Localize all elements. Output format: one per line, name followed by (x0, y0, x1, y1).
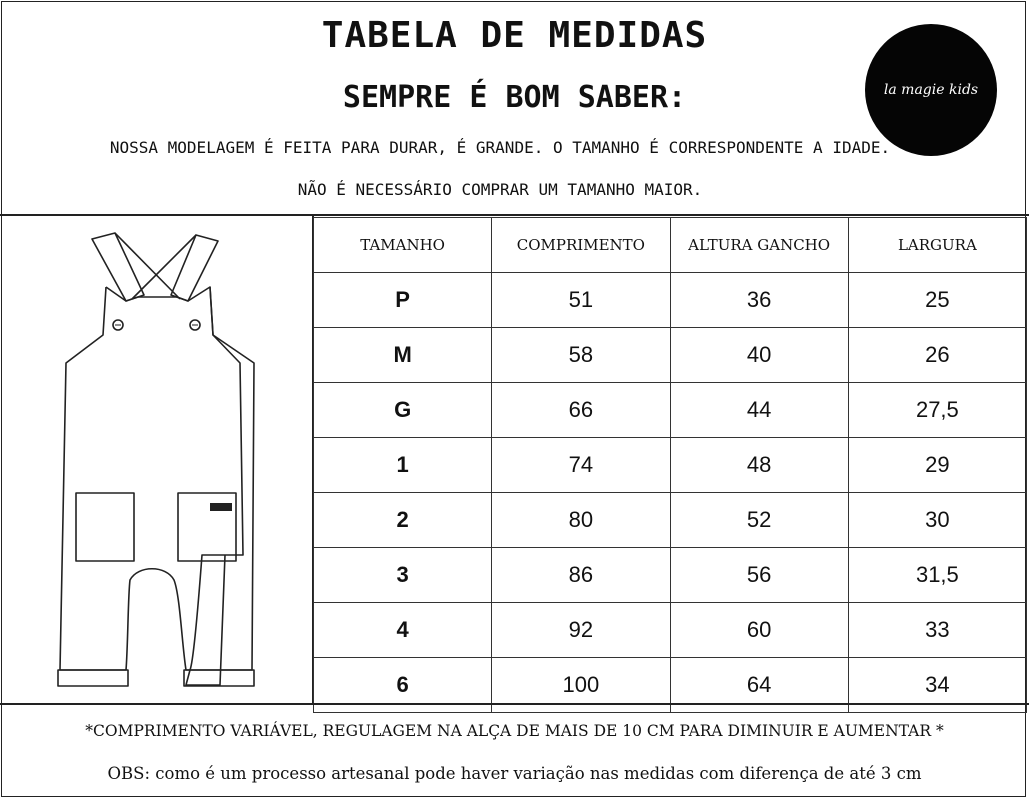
left-cuff (58, 670, 128, 686)
table-row (314, 603, 1027, 658)
cell-comprimento: 80 (492, 493, 670, 548)
table-row (314, 383, 1027, 438)
cell-comprimento: 86 (492, 548, 670, 603)
cell-largura: 31,5 (848, 548, 1026, 603)
table-row (314, 438, 1027, 493)
cell-comprimento: 74 (492, 438, 670, 493)
pocket-label (210, 503, 232, 511)
cell-altura-gancho: 64 (670, 658, 848, 713)
cell-comprimento: 66 (492, 383, 670, 438)
left-strap (92, 233, 144, 301)
cell-comprimento: 58 (492, 328, 670, 383)
overalls-illustration (20, 225, 290, 695)
cell-largura: 30 (848, 493, 1026, 548)
cell-largura: 25 (848, 273, 1026, 328)
observation-note: OBS: como é um processo artesanal pode haver variação nas medidas com diferença de até 3 cm (107, 764, 922, 783)
cell-altura-gancho: 56 (670, 548, 848, 603)
cell-altura-gancho: 48 (670, 438, 848, 493)
cell-altura-gancho: 60 (670, 603, 848, 658)
cell-altura-gancho: 36 (670, 273, 848, 328)
table-row (314, 328, 1027, 383)
cell-largura: 34 (848, 658, 1026, 713)
size-table (313, 217, 1027, 713)
cell-largura: 29 (848, 438, 1026, 493)
cell-comprimento: 92 (492, 603, 670, 658)
cell-largura: 33 (848, 603, 1026, 658)
col-header-altura-gancho: ALTURA GANCHO (670, 218, 848, 273)
table-row (314, 548, 1027, 603)
cell-largura: 26 (848, 328, 1026, 383)
cell-altura-gancho: 52 (670, 493, 848, 548)
brand-logo-text: la magie kids (883, 82, 979, 98)
right-cuff (184, 670, 254, 686)
table-row (314, 273, 1027, 328)
table-header-row (314, 218, 1027, 273)
footer-divider (0, 703, 1029, 705)
cell-altura-gancho: 40 (670, 328, 848, 383)
cell-tamanho: 1 (314, 438, 492, 493)
sizing-note-line-1: NOSSA MODELAGEM É FEITA PARA DURAR, É GRANDE. O TAMANHO É CORRESPONDENTE A IDADE. (109, 138, 891, 157)
brand-logo (865, 24, 997, 156)
sizing-note-line-2: NÃO É NECESSÁRIO COMPRAR UM TAMANHO MAIOR. (297, 180, 703, 199)
cross-strap-b (132, 235, 196, 299)
cell-largura: 27,5 (848, 383, 1026, 438)
col-header-comprimento: COMPRIMENTO (492, 218, 670, 273)
page-subtitle: SEMPRE É BOM SABER: (342, 80, 687, 115)
cell-comprimento: 100 (492, 658, 670, 713)
cell-altura-gancho: 44 (670, 383, 848, 438)
cell-tamanho: M (314, 328, 492, 383)
header (0, 0, 1029, 216)
left-pocket (76, 493, 134, 561)
length-footnote: *COMPRIMENTO VARIÁVEL, REGULAGEM NA ALÇA DE MAIS DE 10 CM PARA DIMINUIR E AUMENTAR * (85, 722, 944, 740)
cross-strap-a (115, 233, 180, 299)
cell-tamanho: 6 (314, 658, 492, 713)
cell-tamanho: 4 (314, 603, 492, 658)
col-header-largura: LARGURA (848, 218, 1026, 273)
cell-comprimento: 51 (492, 273, 670, 328)
page-title: TABELA DE MEDIDAS (321, 15, 708, 56)
cell-tamanho: 3 (314, 548, 492, 603)
col-header-tamanho: TAMANHO (314, 218, 492, 273)
table-row (314, 493, 1027, 548)
cell-tamanho: 2 (314, 493, 492, 548)
body-outline (60, 287, 254, 670)
cell-tamanho: P (314, 273, 492, 328)
bib (106, 287, 243, 685)
cell-tamanho: G (314, 383, 492, 438)
